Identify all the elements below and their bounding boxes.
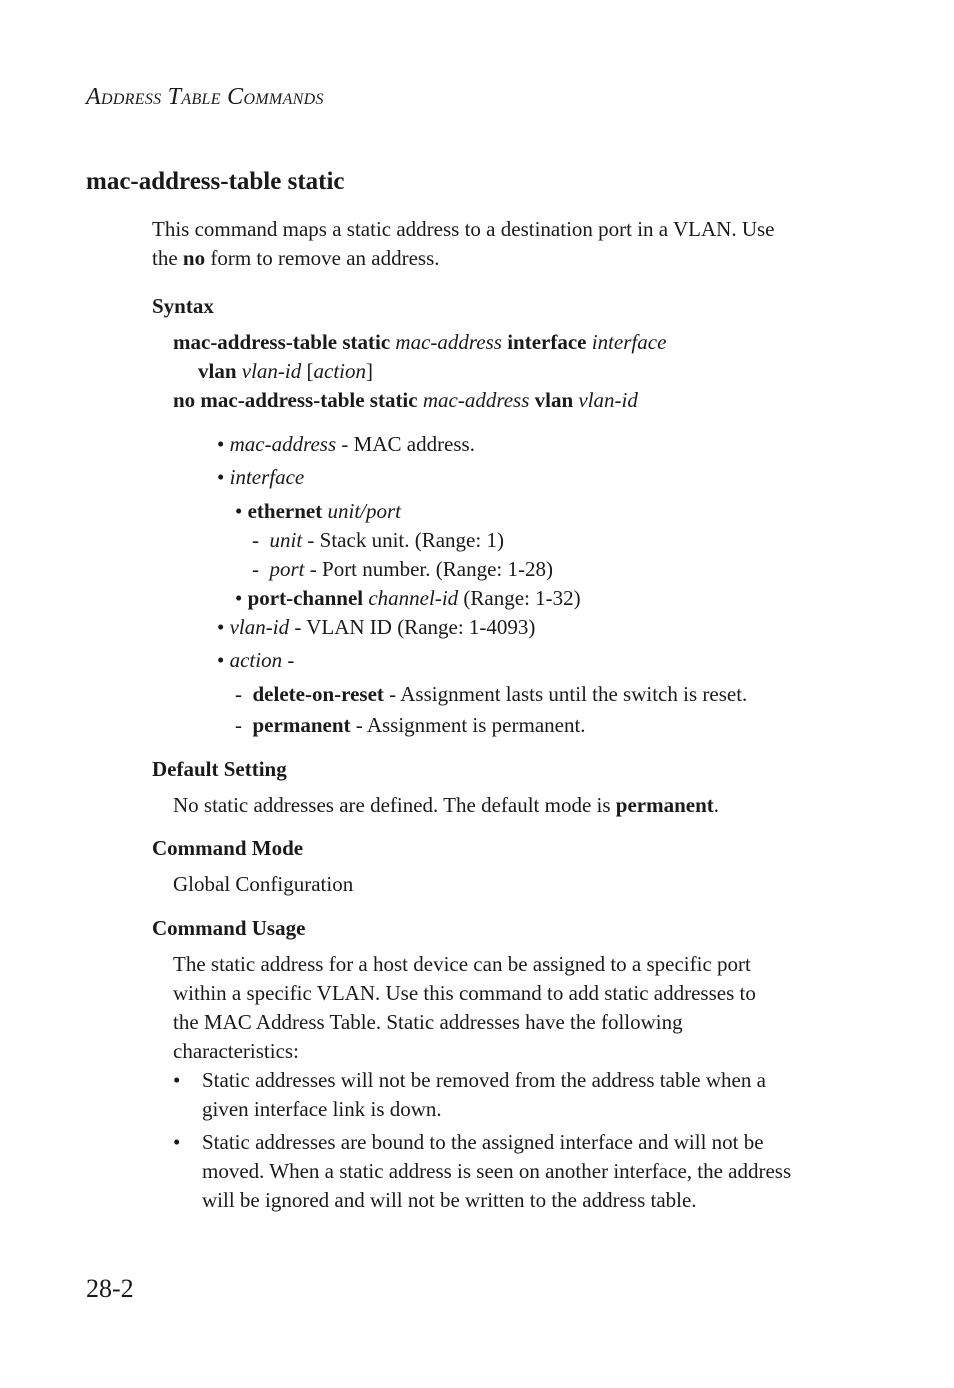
param-mac-address: • mac-address - MAC address.: [217, 432, 475, 456]
syntax-line-2: vlan vlan-id [action]: [198, 359, 373, 383]
usage-bullet-marker: •: [173, 1130, 181, 1154]
usage-bullet-marker: •: [173, 1068, 181, 1092]
usage-bullet-line: will be ignored and will not be written to the address table.: [202, 1188, 697, 1212]
param-action: • action -: [217, 648, 295, 672]
intro-line-2: the no form to remove an address.: [152, 246, 440, 270]
usage-line: within a specific VLAN. Use this command to add static addresses to: [173, 981, 756, 1005]
syntax-line-1: mac-address-table static mac-address interface interface: [173, 330, 667, 354]
command-usage-paragraph: [173, 950, 756, 1066]
default-setting-heading: Default Setting: [152, 757, 287, 781]
default-setting-text: No static addresses are defined. The default mode is permanent.: [173, 793, 720, 817]
usage-bullet-line: moved. When a static address is seen on another interface, the address: [202, 1159, 792, 1183]
param-vlan-id: • vlan-id - VLAN ID (Range: 1-4093): [217, 615, 536, 639]
param-delete-on-reset: - delete-on-reset - Assignment lasts until the switch is reset.: [235, 682, 748, 706]
page-number: 28-2: [86, 1274, 134, 1303]
intro-line-1: This command maps a static address to a destination port in a VLAN. Use: [152, 217, 775, 241]
param-permanent: - permanent - Assignment is permanent.: [235, 713, 586, 737]
intro-paragraph: [152, 215, 774, 273]
param-unit: - unit - Stack unit. (Range: 1): [252, 528, 504, 552]
usage-line: The static address for a host device can be assigned to a specific port: [173, 952, 751, 976]
param-interface: • interface: [217, 465, 305, 489]
usage-line: the MAC Address Table. Static addresses have the following: [173, 1010, 683, 1034]
usage-bullet-1: [202, 1066, 766, 1124]
usage-bullet-line: given interface link is down.: [202, 1097, 442, 1121]
syntax-line-3: no mac-address-table static mac-address vlan vlan-id: [173, 388, 638, 412]
command-usage-heading: Command Usage: [152, 916, 306, 940]
param-ethernet: • ethernet unit/port: [235, 499, 402, 523]
command-mode-heading: Command Mode: [152, 836, 304, 860]
param-port-channel: • port-channel channel-id (Range: 1-32): [235, 586, 581, 610]
section-title: mac-address-table static: [86, 168, 345, 195]
usage-bullet-2: [202, 1128, 791, 1215]
syntax-heading: Syntax: [152, 294, 214, 318]
command-mode-text: Global Configuration: [173, 872, 354, 896]
usage-bullet-line: Static addresses are bound to the assigned interface and will not be: [202, 1130, 764, 1154]
param-port: - port - Port number. (Range: 1-28): [252, 557, 553, 581]
usage-bullet-line: Static addresses will not be removed from the address table when a: [202, 1068, 766, 1092]
usage-line: characteristics:: [173, 1039, 299, 1063]
running-head: ADDRESS TABLE COMMANDS: [86, 84, 324, 110]
